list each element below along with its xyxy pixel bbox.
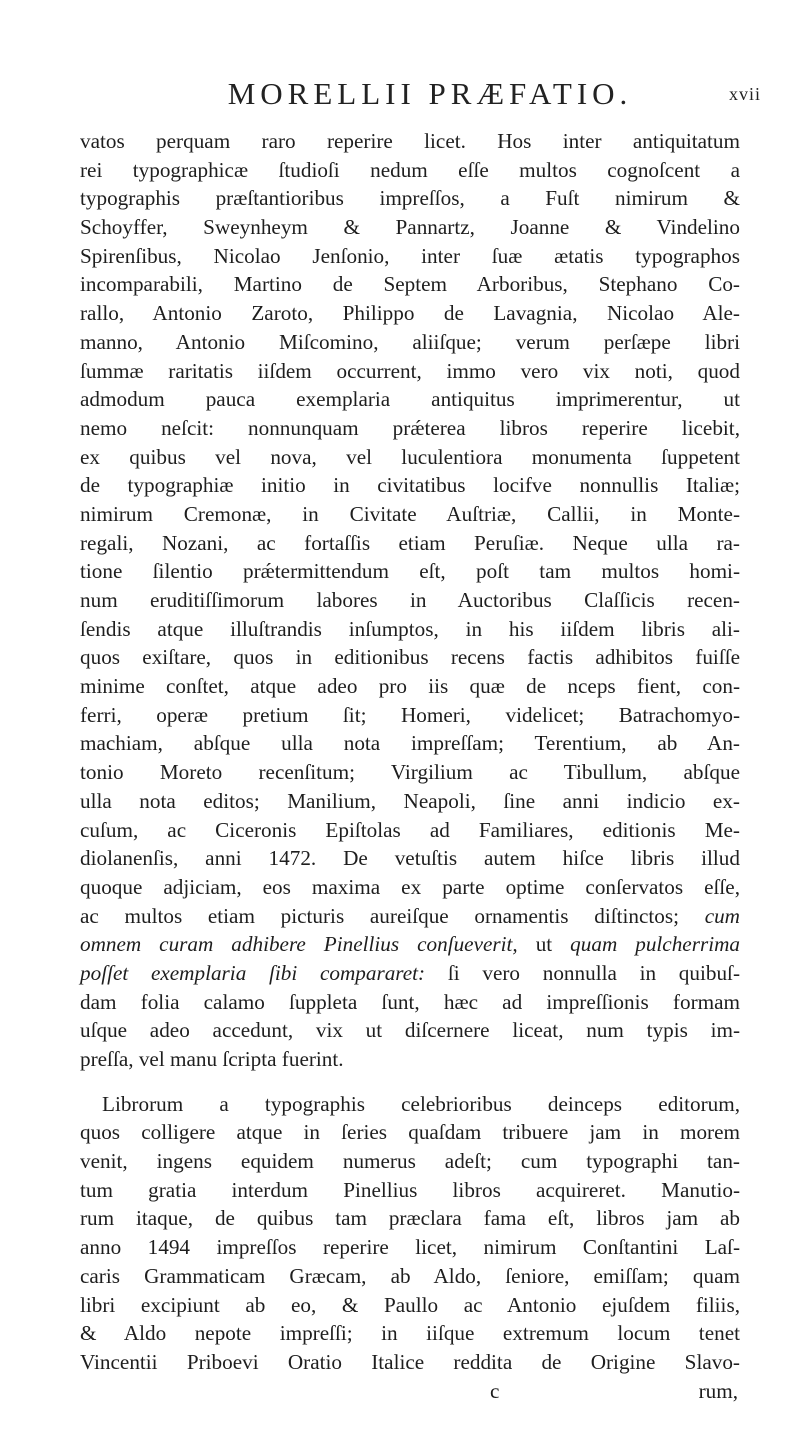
- catchword: rum,: [698, 1378, 738, 1403]
- line-italic: quam pulcherrima: [570, 932, 740, 957]
- text-line: nimirum Cremonæ, in Civitate Auſtriæ, Callii, in Monte-: [80, 501, 740, 526]
- paragraph-1: [80, 127, 740, 1074]
- page-footer: [80, 1377, 740, 1406]
- text-line: num eruditiſſimorum labores in Auctoribus Claſſicis recen-: [80, 588, 740, 612]
- text-line: nemo neſcit: nonnunquam prǽterea libros reperire licebit,: [80, 415, 740, 440]
- text-line: manno, Antonio Miſcomino, aliiſque; verum perſæpe libri: [80, 329, 740, 354]
- text-line: Spirenſibus, Nicolao Jenſonio, inter ſuæ ætatis typographos: [80, 243, 740, 268]
- text-line-mixed: [80, 930, 740, 959]
- text-line: venit, ingens equidem numerus adeſt; cum typographi tan-: [80, 1149, 740, 1174]
- running-title: MORELLII PRÆFATIO.: [227, 76, 633, 111]
- text-line: minime conſtet, atque adeo pro iis quæ de nceps fient, con-: [80, 674, 740, 699]
- text-line: ſummæ raritatis iiſdem occurrent, immo vero vix noti, quod: [80, 358, 740, 383]
- paragraph-gap: [80, 1074, 740, 1090]
- text-line: quos exiſtare, quos in editionibus recens factis adhibitos fuiſſe: [80, 645, 740, 670]
- body-text: [80, 127, 740, 1405]
- text-line: uſque adeo accedunt, vix ut diſcernere liceat, num typis im-: [80, 1018, 740, 1043]
- text-line: anno 1494 impreſſos reperire licet, nimirum Conſtantini Laſ-: [80, 1235, 740, 1260]
- text-line: libri excipiunt ab eo, & Paullo ac Antonio ejuſdem filiis,: [80, 1292, 740, 1317]
- text-line: Vincentii Priboevi Oratio Italice reddita de Origine Slavo-: [80, 1349, 740, 1374]
- line-italic: omnem curam adhibere Pinellius conſueverit,: [80, 932, 518, 957]
- text-line: preſſa, vel manu ſcripta fuerint.: [80, 1047, 344, 1071]
- text-line: rallo, Antonio Zaroto, Philippo de Lavagnia, Nicolao Ale-: [80, 301, 740, 326]
- line-roman: ut: [535, 932, 553, 957]
- text-line: tonio Moreto recenſitum; Virgilium ac Tibullum, abſque: [80, 760, 740, 785]
- text-line-mixed: [80, 959, 740, 988]
- text-line: rum itaque, de quibus tam præclara fama eſt, libros jam ab: [80, 1206, 740, 1231]
- text-line: tione ſilentio prǽtermittendum eſt, poſt tam multos homi-: [80, 559, 740, 584]
- text-line: & Aldo nepote impreſſi; in iiſque extremum locum tenet: [80, 1321, 740, 1346]
- line-italic: poſſet exemplaria ſibi compararet:: [80, 960, 426, 985]
- text-line: caris Grammaticam Græcam, ab Aldo, ſeniore, emiſſam; quam: [80, 1263, 740, 1288]
- text-line: quoque adjiciam, eos maxima ex parte optime conſervatos eſſe,: [80, 874, 740, 899]
- text-line: typographis præſtantioribus impreſſos, a Fuſt nimirum &: [80, 186, 740, 211]
- text-line: machiam, abſque ulla nota impreſſam; Terentium, ab An-: [80, 731, 740, 756]
- text-line: tum gratia interdum Pinellius libros acquireret. Manutio-: [80, 1177, 740, 1202]
- text-line: ferri, operæ pretium ſit; Homeri, videlicet; Batrachomyo-: [80, 702, 740, 727]
- text-line: cuſum, ac Ciceronis Epiſtolas ad Familiares, editionis Me-: [80, 817, 740, 842]
- page-number: xvii: [728, 84, 761, 104]
- text-line: regali, Nozani, ac fortaſſis etiam Peruſiæ. Neque ulla ra-: [80, 530, 740, 555]
- text-line: ſendis atque illuſtrandis inſumptos, in his iiſdem libris ali-: [80, 616, 740, 641]
- text-line: ulla nota editos; Manilium, Neapoli, ſine anni indicio ex-: [80, 788, 740, 813]
- signature-mark: c: [490, 1378, 500, 1403]
- line-roman: ac multos etiam picturis aureiſque ornamentis diſtinctos;: [80, 903, 705, 928]
- text-line: vatos perquam raro reperire licet. Hos inter antiquitatum: [80, 129, 740, 153]
- text-line: ex quibus vel nova, vel luculentiora monumenta ſuppetent: [80, 444, 740, 469]
- text-line: admodum pauca exemplaria antiquitus imprimerentur, ut: [80, 387, 740, 412]
- line-roman: ſi vero nonnulla in quibuſ-: [447, 960, 741, 985]
- paragraph-2: [80, 1090, 740, 1377]
- text-line: rei typographicæ ſtudioſi nedum eſſe multos cognoſcent a: [80, 157, 740, 182]
- line-italic: cum: [704, 903, 740, 928]
- text-line-mixed: [80, 902, 740, 931]
- text-line: quos colligere atque in ſeries quaſdam tribuere jam in morem: [80, 1120, 740, 1145]
- text-line: dam folia calamo ſuppleta ſunt, hæc ad impreſſionis formam: [80, 989, 740, 1014]
- text-line: de typographiæ initio in civitatibus locifve nonnullis Italiæ;: [80, 473, 740, 498]
- text-line: incomparabili, Martino de Septem Arboribus, Stephano Co-: [80, 272, 740, 297]
- text-line: diolanenſis, anni 1472. De vetuſtis autem hiſce libris illud: [80, 846, 740, 871]
- text-line: Librorum a typographis celebrioribus deinceps editorum,: [102, 1091, 740, 1116]
- text-line: Schoyffer, Sweynheym & Pannartz, Joanne & Vindelino: [80, 215, 740, 240]
